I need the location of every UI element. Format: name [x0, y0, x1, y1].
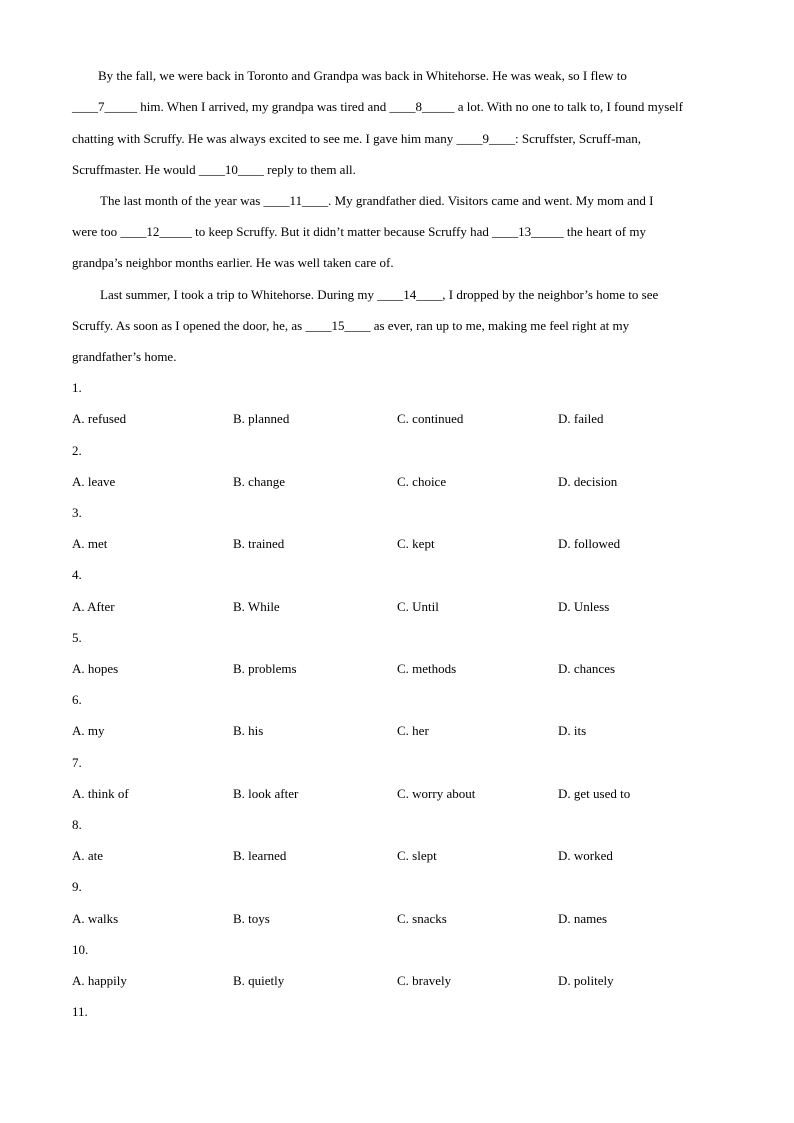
passage-text: Last summer, I took a trip to Whitehorse. During my — [100, 287, 378, 302]
option-b[interactable]: B. his — [233, 723, 264, 738]
blank-8: ____8_____ — [389, 99, 455, 114]
blank-15: ____15____ — [305, 318, 371, 333]
question-number: 1. — [72, 380, 82, 395]
passage-text: to keep Scruffy. But it didn’t matter because Scruffy had — [191, 224, 493, 239]
passage-text: chatting with Scruffy. He was always excited to see me. I gave him many — [72, 131, 457, 146]
option-a[interactable]: A. think of — [72, 786, 129, 801]
passage-text: By the fall, we were back in Toronto and Grandpa was back in Whitehorse. He was weak, so I flew to — [98, 68, 627, 83]
passage-text: reply to them all. — [263, 162, 356, 177]
option-c[interactable]: C. continued — [397, 411, 464, 426]
blank-10: ____10____ — [198, 162, 264, 177]
question-number: 2. — [72, 443, 82, 458]
option-d[interactable]: D. get used to — [558, 786, 631, 801]
option-d[interactable]: D. chances — [558, 661, 616, 676]
option-a[interactable]: A. happily — [72, 973, 127, 988]
option-c[interactable]: C. her — [397, 723, 429, 738]
passage-line — [72, 98, 683, 116]
option-b[interactable]: B. change — [233, 474, 285, 489]
passage-line — [72, 348, 176, 366]
option-c[interactable]: C. snacks — [397, 911, 447, 926]
passage-text: a lot. With no one to talk to, I found myself — [454, 99, 683, 114]
question-number: 7. — [72, 755, 82, 770]
option-a[interactable]: A. ate — [72, 848, 104, 863]
blank-13: ____13_____ — [492, 224, 564, 239]
blank-9: ____9____ — [456, 131, 515, 146]
passage-line — [72, 254, 394, 272]
passage-text: Scruffmaster. He would — [72, 162, 199, 177]
passage-line — [72, 317, 629, 335]
passage-text: as ever, ran up to me, making me feel right at my — [370, 318, 630, 333]
question-number: 4. — [72, 567, 82, 582]
option-c[interactable]: C. choice — [397, 474, 447, 489]
option-c[interactable]: C. Until — [397, 599, 439, 614]
blank-12: ____12_____ — [120, 224, 192, 239]
passage-line — [72, 130, 641, 148]
option-c[interactable]: C. kept — [397, 536, 435, 551]
passage-text: : Scruffster, Scruff-man, — [514, 131, 642, 146]
option-d[interactable]: D. worked — [558, 848, 613, 863]
passage-text: the heart of my — [563, 224, 646, 239]
passage-line — [98, 67, 627, 85]
passage-line — [100, 192, 653, 210]
option-b[interactable]: B. While — [233, 599, 280, 614]
option-a[interactable]: A. leave — [72, 474, 116, 489]
option-d[interactable]: D. politely — [558, 973, 614, 988]
option-b[interactable]: B. toys — [233, 911, 270, 926]
question-number: 11. — [72, 1004, 88, 1019]
option-d[interactable]: D. its — [558, 723, 587, 738]
option-d[interactable]: D. Unless — [558, 599, 610, 614]
option-b[interactable]: B. quietly — [233, 973, 285, 988]
passage-text: . My grandfather died. Visitors came and went. My mom and I — [328, 193, 654, 208]
option-a[interactable]: A. refused — [72, 411, 127, 426]
passage-text: grandpa’s neighbor months earlier. He was well taken care of. — [72, 255, 394, 270]
passage-text: grandfather’s home. — [72, 349, 177, 364]
option-b[interactable]: B. trained — [233, 536, 285, 551]
passage-line — [100, 286, 658, 304]
option-b[interactable]: B. planned — [233, 411, 290, 426]
passage-line — [72, 161, 356, 179]
passage-line — [72, 223, 646, 241]
option-a[interactable]: A. hopes — [72, 661, 119, 676]
passage-text: him. When I arrived, my grandpa was tired and — [137, 99, 390, 114]
passage-text: were too — [72, 224, 121, 239]
blank-11: ____11____ — [263, 193, 329, 208]
passage-text: , I dropped by the neighbor’s home to see — [442, 287, 659, 302]
question-number: 9. — [72, 879, 82, 894]
passage-text: Scruffy. As soon as I opened the door, he, as — [72, 318, 306, 333]
question-number: 8. — [72, 817, 82, 832]
option-b[interactable]: B. learned — [233, 848, 287, 863]
option-a[interactable]: A. walks — [72, 911, 119, 926]
question-number: 6. — [72, 692, 82, 707]
passage-text: The last month of the year was — [100, 193, 264, 208]
option-a[interactable]: A. my — [72, 723, 105, 738]
blank-14: ____14____ — [377, 287, 443, 302]
option-d[interactable]: D. followed — [558, 536, 621, 551]
option-d[interactable]: D. decision — [558, 474, 618, 489]
option-b[interactable]: B. look after — [233, 786, 299, 801]
option-a[interactable]: A. met — [72, 536, 108, 551]
option-c[interactable]: C. bravely — [397, 973, 452, 988]
option-c[interactable]: C. methods — [397, 661, 457, 676]
question-number: 5. — [72, 630, 82, 645]
option-b[interactable]: B. problems — [233, 661, 297, 676]
question-number: 10. — [72, 942, 89, 957]
option-d[interactable]: D. names — [558, 911, 608, 926]
option-c[interactable]: C. slept — [397, 848, 437, 863]
option-a[interactable]: A. After — [72, 599, 115, 614]
question-number: 3. — [72, 505, 82, 520]
option-d[interactable]: D. failed — [558, 411, 604, 426]
blank-7: ____7_____ — [72, 99, 137, 114]
option-c[interactable]: C. worry about — [397, 786, 476, 801]
